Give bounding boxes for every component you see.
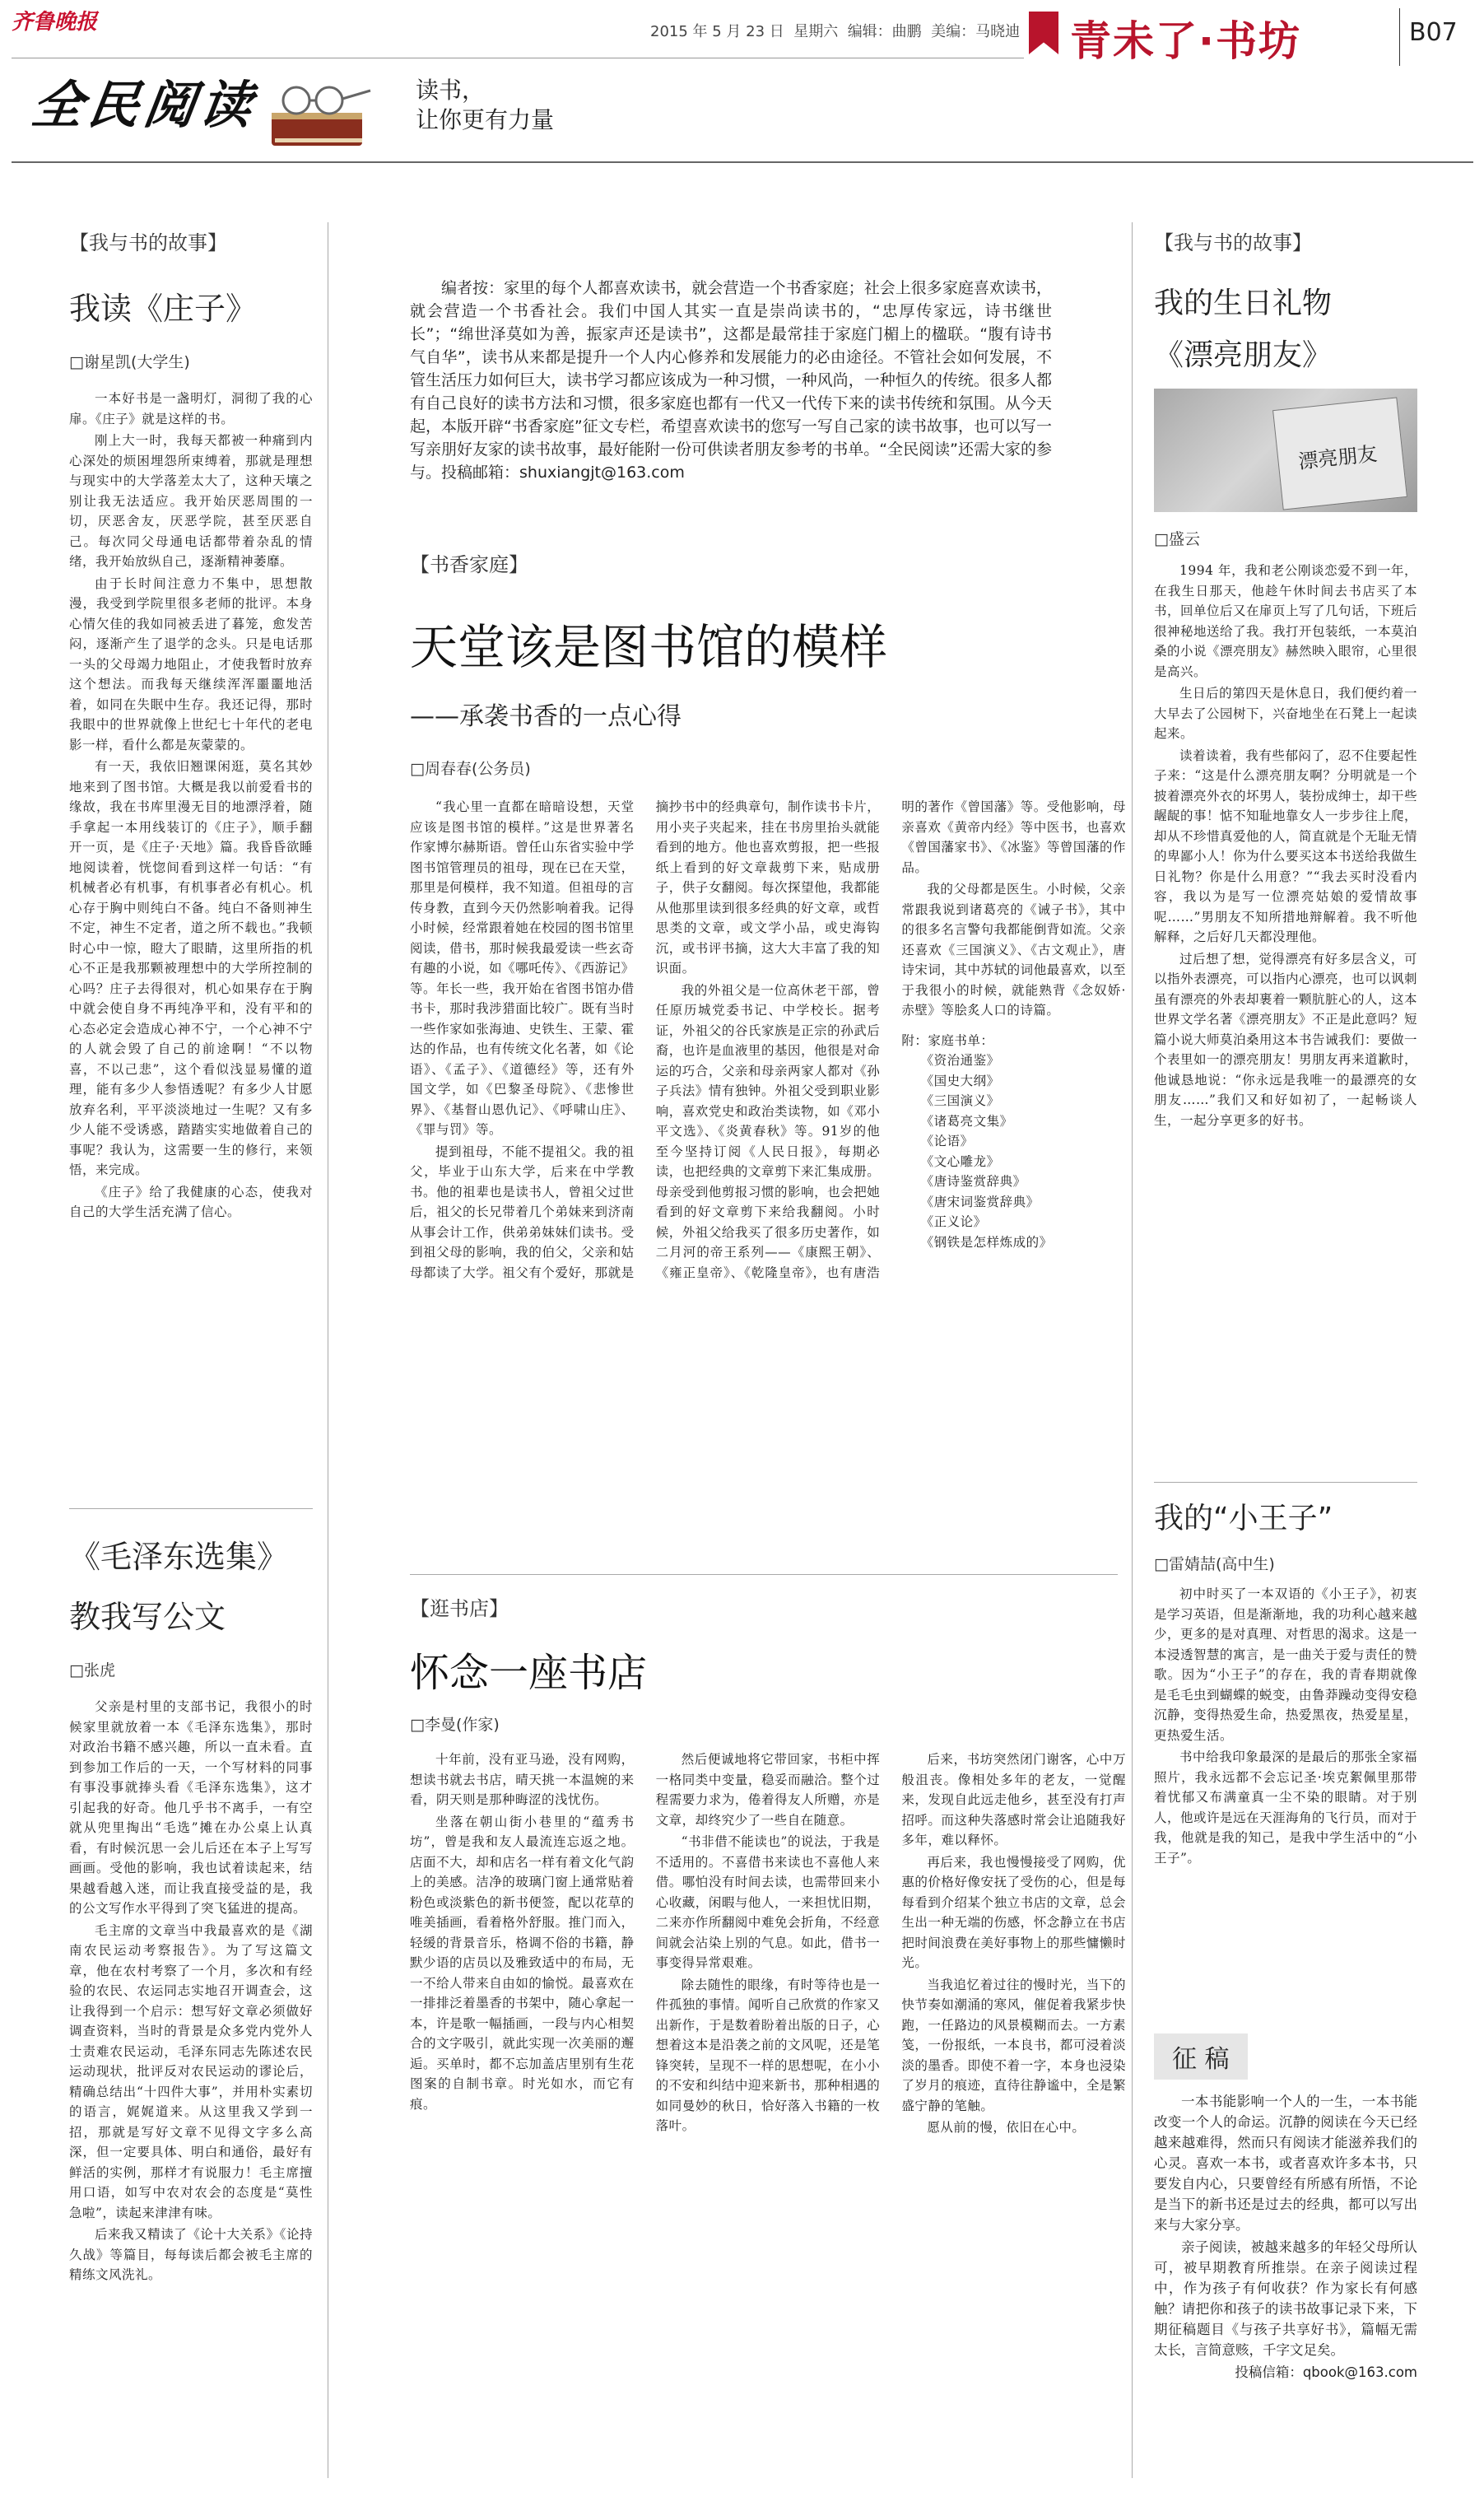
article-title: 我读《庄子》 (69, 291, 258, 327)
article-author: □周春春(公务员) (410, 760, 531, 778)
section-tag: 【我与书的故事】 (69, 231, 227, 254)
article-body (1154, 1584, 1417, 1868)
article-author: □张虎 (69, 1661, 115, 1679)
call-label: 征 稿 (1154, 2033, 1248, 2080)
date: 2015 年 5 月 23 日 (650, 23, 784, 40)
article-subtitle: ——承袭书香的一点心得 (410, 702, 682, 731)
book-list-item: 《钢铁是怎样炼成的》 (920, 1234, 1053, 1250)
book-cover-title: 漂亮朋友 (1297, 442, 1379, 473)
paragraph: 《庄子》给了我健康的心态，使我对自己的大学生活充满了信心。 (69, 1184, 313, 1219)
section-tag: 【逛书店】 (410, 1597, 509, 1620)
article-body (410, 797, 1126, 1571)
editor: 编辑：曲鹏 (847, 23, 922, 40)
section-tag: 【书香家庭】 (410, 553, 528, 576)
paragraph: 一本好书是一盏明灯，洞彻了我的心扉。《庄子》就是这样的书。 (69, 391, 313, 426)
paragraph: “我心里一直都在暗暗设想，天堂应该是图书馆的模样。”这是世界著名作家博尔赫斯语。曾任山东省实验中学图书馆管理员的祖母，现在已在天堂，那里是何模样，我不知道。但祖母的言传身教，直到今天仍然影响着我。记得小时候，经常跟着她在校园的图书馆里阅读，借书，那时候我最爱读一些玄奇有趣的小说，如《哪吒传》、《西游记》等。年长一些，我开始在省图书馆办借书卡，那时我涉猎面比较广。既有当时一些作家如张海迪、史铁生、王蒙、霍达的作品，也有传统文化名著，如《论语》、《孟子》、《道德经》等，还有外国文学，如《巴黎圣母院》、《悲惨世界》、《基督山恩仇记》、《呼啸山庄》、《罪与罚》等。 (410, 799, 635, 1137)
paper-name-logo: 齐鲁晚报 (12, 10, 98, 35)
book-list-title: 附：家庭书单： (901, 1032, 994, 1048)
paragraph: 书中给我印象最深的是最后的那张全家福照片，我永远都不会忘记圣·埃克絮佩里那带着忧郁又布满童真一尘不染的眼睛。对于别人，他或许是远在天涯海角的飞行员，而对于我，他就是我的知己，是我中学生活中的“小王子”。 (1154, 1749, 1418, 1866)
article-body (69, 1697, 313, 2285)
book-list-item: 《正义论》 (920, 1214, 987, 1229)
book-list-item: 《三国演义》 (920, 1093, 1000, 1108)
paragraph: 有一天，我依旧翘课闲逛，莫名其妙地来到了图书馆。大概是我以前爱看书的缘故，我在书库里漫无目的地漂浮着，随手拿起一本用线装订的《庄子》，顺手翻开一页，是《庄子·天地》篇。我昏昏欲睡地阅读着，恍惚间看到这样一句话：“有机械者必有机事，有机事者必有机心。机心存于胸中则纯白不备。纯白不备则神生不定，神生不定者，道之所不载也。”我顿时心中一惊，瞪大了眼睛，这里所指的机心不正是我那颗被理想中的大学所控制的心吗？庄子去得很对，机心如果存在于胸中就会使自身不再纯净平和，没有平和的心态必定会造成心神不宁，一个心神不宁的人就会毁了自己的前途啊！“不以物喜，不以己悲”，这个看似浅显易懂的道理，能有多少人参悟透呢？有多少人甘愿放弃名利，平平淡淡地过一生呢？又有多少人能不受诱惑，踏踏实实地做着自己的事呢？我认为，这需要一生的修行，来领悟，来完成。 (69, 759, 313, 1177)
article-body (1154, 561, 1417, 1130)
left-article-2 (69, 1531, 313, 2287)
paragraph: 毛主席的文章当中我最喜欢的是《湖南农民运动考察报告》。为了写这篇文章，他在农村考察了一个月，多次和有经验的农民、农运同志实地召开调查会，这让我得到一个启示：想写好文章必须做好调查资料，当时的背景是众多党内党外人士责难农民运动，毛泽东同志先陈述农民运动现状，批评反对农民运动的谬论后，精确总结出“十四件大事”，并用朴实素切的语言，娓娓道来。从这里我又学到一招，那就是写好文章不见得文字多么高深，但一定要具体、明白和通俗，最好有鲜活的实例，那样才有说服力！毛主席擅用口语，如写中农对农会的态度是“莫性急啦”，读起来津津有味。 (69, 1922, 313, 2220)
paragraph: 十年前，没有亚马逊，没有网购，想读书就去书店，晴天挑一本温婉的来看，阴天则是那种晦涩的浅忧伤。 (410, 1752, 635, 1807)
article-title-line-1: 我的生日礼物 (1154, 287, 1333, 320)
paragraph: 除去随性的眼缘，有时等待也是一件孤独的事情。闻听自己欣赏的作家又出新作，于是数着盼着出版的日子，心想着这本是沿袭之前的文风呢，还是笔锋突转，呈现不一样的思想呢，在小小的不安和纠结中迎来新书，那种相遇的如同曼妙的秋日，恰好落入书籍的一枚落叶。 (655, 1977, 881, 2133)
book-list-item: 《国史大纲》 (920, 1073, 1000, 1088)
article-author: □盛云 (1154, 530, 1200, 548)
left-article-1 (69, 226, 313, 1224)
article-title-line-2: 教我写公文 (69, 1599, 226, 1635)
article-title: 我的“小王子” (1154, 1502, 1333, 1535)
header-date-line (650, 20, 1020, 41)
paragraph: 1994 年，我和老公刚谈恋爱不到一年，在我生日那天，他趁午休时间去书店买了本书，回单位后又在扉页上写了几句话，下班后很神秘地送给了我。我打开包装纸，一本莫泊桑的小说《漂亮朋友》赫然映入眼帘，心里很是高兴。 (1154, 563, 1418, 679)
paragraph: 愿从前的慢，依旧在心中。 (927, 2120, 1086, 2135)
right-article-1 (1154, 226, 1417, 1132)
article-body (69, 389, 313, 1223)
article-author: □谢星凯(大学生) (69, 353, 190, 371)
book-list (901, 1031, 1126, 1253)
book-list-item: 《诸葛亮文集》 (920, 1113, 1013, 1129)
paragraph: 父亲是村里的支部书记，我很小的时候家里就放着一本《毛泽东选集》，那时对政治书籍不感兴趣，所以一直未看。直到参加工作后的一天，一个写材料的同事有事没事就捧头看《毛泽东选集》，这才引起我的好奇。他几乎书不离手，一有空就从兜里掏出“毛选”摊在办公桌上认真看，有时候沉思一会儿后还在本子上写写画画。受他的影响，我也试着读起来，结果越看越入迷，而让我直接受益的是，我的公文写作水平得到了突飞猛进的提高。 (69, 1699, 313, 1916)
brand-bookmark-icon (1029, 12, 1058, 54)
paragraph: 生日后的第四天是休息日，我们便约着一大早去了公园树下，兴奋地坐在石凳上一起读起来。 (1154, 686, 1418, 741)
paragraph: 再后来，我也慢慢接受了网购，优惠的价格好像安抚了受伤的心，但是每每看到介绍某个独立书店的文章，总会生出一种无端的伤感，怀念静立在书店把时间浪费在美好事物上的那些慵懒时光。 (901, 1854, 1126, 1970)
weekday: 星期六 (793, 23, 839, 40)
paragraph: 初中时买了一本双语的《小王子》，初衷是学习英语，但是渐渐地，我的功利心越来越少，更多的是对真理、对哲思的渴求。这是一本浸透智慧的寓言，是一曲关于爱与责任的赞歌。因为“小王子”的存在，我的青春期就像是毛毛虫到蝴蝶的蜕变，由鲁莽躁动变得安稳沉静，变得热爱生命，热爱黑夜，热爱星星，更热爱生活。 (1154, 1586, 1418, 1743)
paragraph: 我的外祖父是一位高休老干部，曾任原历城党委书记、中学校长。据考证，外祖父的谷氏家族是正宗的孙武后裔，也许是血液里的基因，他很是对命运的巧合，父亲和母亲两家人都对《孙子兵法》情有独钟。外祖父受到职业影响，喜欢党史和政治类读物，如《邓小平文选》、《炎黄春秋》等。91岁的他至今坚持订阅《人民日报》，每期必读，也把经典的文章剪下来汇集成册。母亲受到他剪报习惯的影响，也会把她看到的好文章剪下来给我翻阅。小时候，外祖父给我买了很多历史著作，如二月河的帝王系列——《康熙王朝》、《雍正皇帝》、《乾隆皇帝》，也有唐浩明的著作《曾国藩》等。受他影响，母亲喜欢《黄帝内经》等中医书，也喜欢《曾国藩家书》、《冰鉴》等曾国藩的作品。 (655, 799, 1126, 1280)
article-title-line-2: 《漂亮朋友》 (1154, 338, 1333, 372)
section-brand: 青未了·书坊 (1070, 17, 1301, 65)
paragraph: 提到祖母，不能不提祖父。我的祖父，毕业于山东大学，后来在中学教书。他的祖辈也是读书人，曾祖父过世后，祖父的长兄带着几个弟妹来到济南从事会计工作，供弟弟妹妹们读书。受到祖父母的影响，我的伯父，父亲和姑母都读了大学。祖父有个爱好，那就是摘抄书中的经典章句，制作读书卡片，用小夹子夹起来，挂在书房里抬头就能看到的地方。他也喜欢剪报，把一些报纸上看到的好文章裁剪下来，贴成册子，供子女翻阅。每次探望他，我都能从他那里读到很多经典的好文章，或哲思类的文章，或文学小品，或史海钩沉，或书评书摘，这大大丰富了我的知识面。 (410, 799, 881, 1280)
book-list-item: 《唐诗鉴赏辞典》 (920, 1174, 1026, 1189)
paragraph: 后来我又精读了《论十大关系》《论持久战》等篇目，每每读后都会被毛主席的精练文风洗礼。 (69, 2227, 313, 2282)
paragraph: 后来，书坊突然闭门谢客，心中万般沮丧。像相处多年的老友，一觉醒来，发现自此远走他乡，甚至没有打声招呼。而这种失落感时常会让追随我好多年，难以释怀。 (901, 1752, 1126, 1847)
designer: 美编：马晓迪 (931, 23, 1021, 40)
call-for-submissions (1154, 2033, 1417, 2383)
article-author: □雷婧喆(高中生) (1154, 1555, 1275, 1573)
paragraph: “书非借不能读也”的说法，于我是不适用的。不喜借书来读也不喜他人来借。哪怕没有时间去读，也需带回来小心收藏，闲暇与他人，一来担忧旧期，二来亦作所翻阅中难免会折角，不经意间就会沾染上别的气息。如此，借书一事变得异常艰难。 (655, 1834, 881, 1970)
article-title: 天堂该是图书馆的模样 (410, 619, 888, 675)
paragraph: 刚上大一时，我每天都被一种痛到内心深处的烦困埋怨所束缚着，那就是理想与现实中的大学落差太大了，这种天壤之别让我无法适应。我开始厌恶周围的一切，厌恶舍友，厌恶学院，甚至厌恶自己。每次同父母通电话都带着杂乱的情绪，我开始放纵自己，逐渐精神萎靡。 (69, 433, 313, 569)
article-author: □李曼(作家) (410, 1716, 500, 1734)
paragraph: 读着读着，我有些郁闷了，忍不住要起性子来：“这是什么漂亮朋友啊？分明就是一个披着漂亮外衣的坏男人，装扮成绅士，却干些龌龊的事！惦不知耻地靠女人一步步往上爬，却从不珍惜真爱他的人，简直就是个无耻无情的卑鄙小人！你为什么要买这本书送给我做生日礼物？你是什么用意？”“我去买时没看内容，我以为是写一位漂亮姑娘的爱情故事呢……”男朋友不知所措地辩解着。我不听他解释，之后好几天都没理他。 (1154, 748, 1418, 944)
column-logo: 全民阅读 (28, 75, 261, 135)
slogan-line-1: 读书， (416, 77, 486, 104)
page-number: B07 (1409, 18, 1458, 47)
paragraph: 然后便诚地将它带回家，书柜中挥一格同类中变量，稳妥而融洽。整个过程需要力求为，倦着得友人所赠，亦是文章，却终究少了一些自在随意。 (655, 1752, 881, 1828)
article-title-line-1: 《毛泽东选集》 (69, 1539, 289, 1575)
book-list-item: 《资治通鉴》 (920, 1053, 1000, 1068)
call-body (1154, 2091, 1417, 2383)
paragraph: 坐落在朝山街小巷里的“蕴秀书坊”，曾是我和友人最流连忘返之地。店面不大，却和店名一样有着文化气韵上的美感。洁净的玻璃门窗上通常贴着粉色或淡紫色的新书便签，配以花草的唯美插画，看着格外舒服。推门而入，轻缓的背景音乐，格调不俗的书籍，静默少语的店员以及雅致适中的布局，无一不给人带来自由如的愉悦。最喜欢在一排排泛着墨香的书架中，随心拿起一本，许是歌一幅插画，一段与内心相契合的文字吸引，就此实现一次美丽的邂逅。买单时，都不忘加盖店里别有生花图案的自制书章。时光如水，而它有痕。 (410, 1814, 635, 2112)
paragraph: 一本书能影响一个人的一生，一本书能改变一个人的命运。沉静的阅读在今天已经越来越难得，然而只有阅读才能滋养我们的心灵。喜欢一本书，或者喜欢许多本书，只要发自内心，只要曾经有所感有所悟，不论是当下的新书还是过去的经典，都可以写出来与大家分享。 (1154, 2094, 1417, 2233)
center-article-1 (410, 548, 1126, 1571)
paragraph: 我的父母都是医生。小时候，父亲常跟我说到诸葛亮的《诫子书》，其中的很多名言警句我都能倒背如流。父亲还喜欢《三国演义》、《古文观止》，唐诗宋词，其中苏轼的词他最喜欢，以至于我很小的时候，就能熟背《念奴娇·赤壁》等脍炙人口的诗篇。 (901, 882, 1126, 1018)
center-article-2 (410, 1592, 1126, 2490)
right-article-2 (1154, 1495, 1417, 1870)
book-cover-photo (1154, 389, 1417, 512)
book-list-item: 《文心雕龙》 (920, 1153, 1000, 1169)
section-tag: 【我与书的故事】 (1154, 231, 1312, 254)
book-list-item: 《唐宋词鉴赏辞典》 (920, 1194, 1040, 1209)
paragraph: 亲子阅读，被越来越多的年轻父母所认可，被早期教育所推崇。在亲子阅读过程中，作为孩子有何收获？作为家长有何感触？请把你和孩子的读书故事记录下来，下期征稿题目《与孩子共享好书》，篇幅无需太长，言简意赅，千字文足矣。 (1154, 2239, 1417, 2358)
article-title: 怀念一座书店 (410, 1650, 648, 1696)
slogan-line-2: 让你更有力量 (416, 106, 555, 133)
paragraph: 由于长时间注意力不集中，思想散漫，我受到学院里很多老师的批评。本身心情欠佳的我如同被丢进了暮笼，愈发苦闷，逐渐产生了退学的念头。只是电话那一头的父母竭力地阻止，才使我暂时放弃这个想法。而我每天继续浑浑噩噩地活着，如同在失眠中生存。我还记得，那时我眼中的世界就像上世纪七十年代的老电影一样，看什么都是灰蒙蒙的。 (69, 575, 313, 752)
paragraph: 当我追忆着过往的慢时光，当下的快节奏如潮涌的寒风，催促着我紧步快跑，一任路边的风景模糊而去。一方素笺，一份报纸，一本良书，都可浸着淡淡的墨香。即使不着一字，本身也浸染了岁月的痕迹，直待往静谧中，全是繁盛宁静的笔触。 (901, 1977, 1126, 2113)
submission-email: 投稿信箱：qbook@163.com (1235, 2364, 1417, 2380)
slogan (416, 76, 554, 135)
editor-note: 编者按：家里的每个人都喜欢读书，就会营造一个书香家庭；社会上很多家庭喜欢读书，就会营造一个书香社会。我们中国人其实一直是崇尚读书的，“忠厚传家远，诗书继世长”；“绵世泽莫如为善，振家声还是读书”，这都是最常挂于家庭门楣上的楹联。“腹有诗书气自华”，读书从来都是提升一个人内心修养和发展能力的必由途径。不管社会如何发展，不管生活压力如何巨大，读书学习都应该成为一种习惯，一种风尚，一种恒久的传统。很多人都有自己良好的读书方法和习惯，很多家庭也都有一代又一代传下来的读书传统和氛围。从今天起，本版开辟“书香家庭”征文专栏，希望喜欢读书的您写一写自己家的读书故事，也可以写一写亲朋好友家的读书故事，最好能附一份可供读者朋友参考的书单。“全民阅读”还需大家的参与。投稿邮箱：shuxiangjt@163.com (410, 279, 1052, 482)
article-body (410, 1749, 1126, 2490)
glasses-book-illustration (263, 68, 387, 158)
paragraph: 过后想了想，觉得漂亮有好多层含义，可以指外表漂亮，可以指内心漂亮，也可以讽刺虽有漂亮的外表却裹着一颗肮脏心的人，这本世界文学名著《漂亮朋友》不正是此意吗？短篇小说大师莫泊桑用这本书告诫我们：要做一个表里如一的漂亮朋友！男朋友再来道歉时，他诚恳地说：“你永远是我唯一的最漂亮的女朋友……”我们又和好如初了，一起畅谈人生，一起分享更多的好书。 (1154, 951, 1418, 1128)
book-list-item: 《论语》 (920, 1134, 974, 1148)
